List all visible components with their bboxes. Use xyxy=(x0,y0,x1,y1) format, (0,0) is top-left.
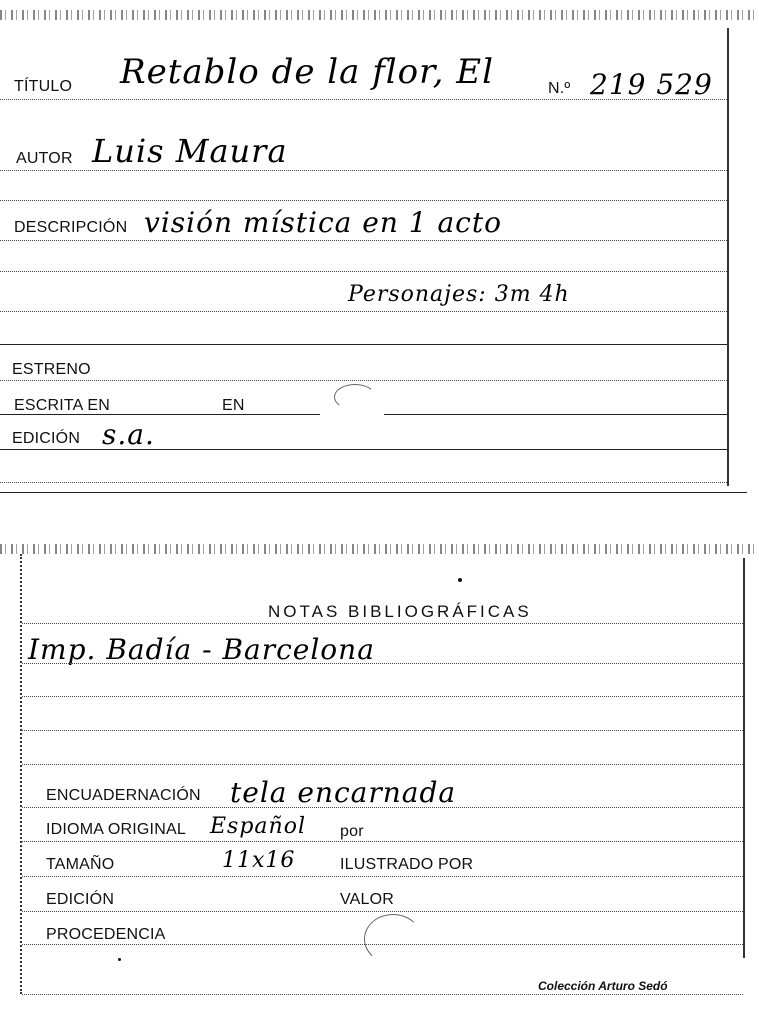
card-right-border xyxy=(727,28,729,486)
catalog-card-bottom xyxy=(0,538,759,1028)
card-edge-speckle xyxy=(0,544,759,554)
numero-value: 219 529 xyxy=(590,68,713,101)
descripcion-value: visión mística en 1 acto xyxy=(144,206,502,239)
collection-footer: Colección Arturo Sedó xyxy=(538,979,668,993)
notas-line-1: Imp. Badía - Barcelona xyxy=(28,633,375,666)
tamano-value: 11x16 xyxy=(222,848,296,873)
titulo-value: Retablo de la flor, El xyxy=(120,52,494,92)
autor-value: Luis Maura xyxy=(92,132,288,170)
tamano-label: TAMAÑO xyxy=(46,856,115,873)
titulo-label: TÍTULO xyxy=(14,78,73,95)
encuadernacion-value: tela encarnada xyxy=(230,776,457,809)
edicion-label: EDICIÓN xyxy=(12,430,81,447)
edicion-value: s.a. xyxy=(102,418,155,451)
card-right-border xyxy=(743,558,745,958)
estreno-label: ESTRENO xyxy=(12,361,91,378)
autor-label: AUTOR xyxy=(16,150,73,167)
ink-smudge xyxy=(364,914,422,964)
en-label: EN xyxy=(222,397,245,414)
escrita-label: ESCRITA EN xyxy=(14,397,110,414)
edicion2-label: EDICIÓN xyxy=(46,891,115,908)
ink-smudge xyxy=(334,384,376,410)
catalog-card-top xyxy=(0,0,759,495)
idioma-value: Español xyxy=(210,814,306,839)
personajes-value: Personajes: 3m 4h xyxy=(348,282,570,307)
valor-label: VALOR xyxy=(340,891,395,908)
numero-label: N.º xyxy=(548,80,571,97)
descripcion-label: DESCRIPCIÓN xyxy=(14,219,128,236)
card-left-border xyxy=(20,554,22,994)
notas-heading: NOTAS BIBLIOGRÁFICAS xyxy=(268,602,532,621)
card-edge-speckle xyxy=(0,10,759,20)
idioma-label: IDIOMA ORIGINAL xyxy=(46,821,186,838)
encuadernacion-label: ENCUADERNACIÓN xyxy=(46,787,201,804)
card-separator xyxy=(0,492,747,493)
procedencia-label: PROCEDENCIA xyxy=(46,926,166,943)
ilustrado-label: ILUSTRADO POR xyxy=(340,856,474,873)
por-label: por xyxy=(340,823,364,840)
